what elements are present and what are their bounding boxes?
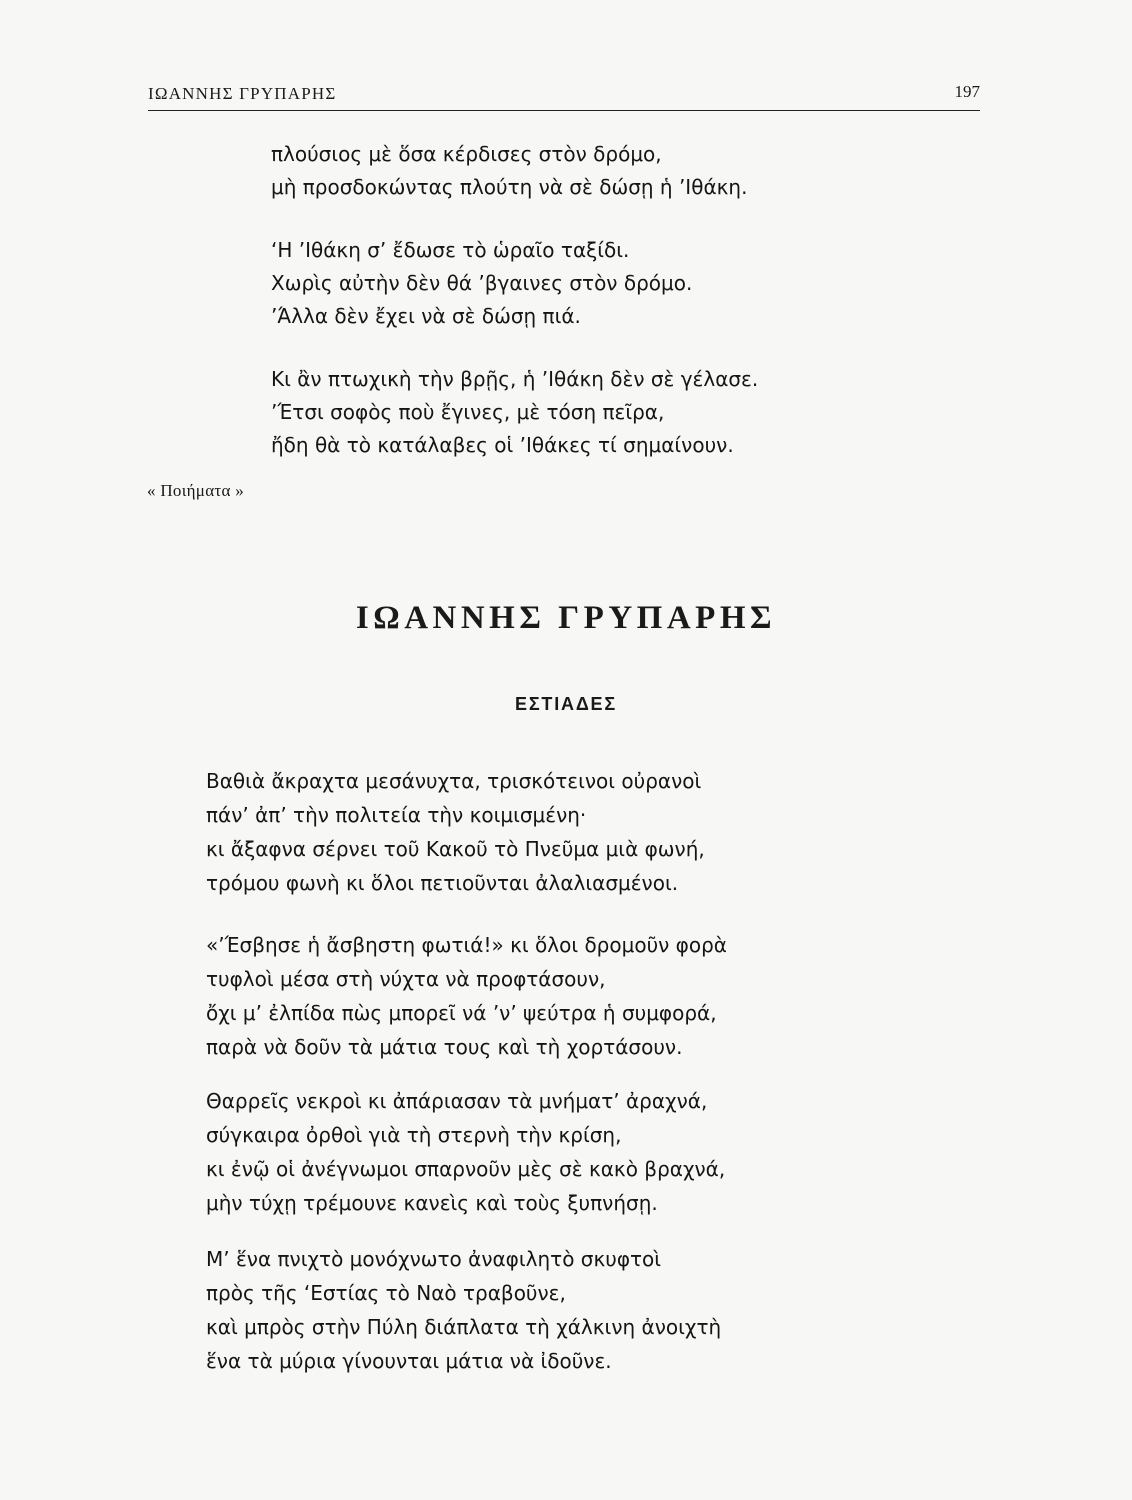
source-citation: « Ποιήματα » <box>147 481 245 500</box>
poem-line: ἤδη θὰ τὸ κατάλαβες οἱ ’Ιθάκες τί σημαίνουν. <box>271 433 734 457</box>
author-heading: ΙΩΑΝΝΗΣ ΓΡΥΠΑΡΗΣ <box>355 600 777 636</box>
poem-line: πάν’ ἀπ’ τὴν πολιτεία τὴν κοιμισμένη· <box>206 803 587 827</box>
poem-line: Βαθιὰ ἄκραχτα μεσάνυχτα, τρισκότεινοι οὐρανοὶ <box>206 769 702 793</box>
poem-line: Χωρὶς αὐτὴν δὲν θά ’βγαινες στὸν δρόμο. <box>271 271 693 295</box>
poem-line: ’Έτσι σοφὸς ποὺ ἔγινες, μὲ τόση πεῖρα, <box>271 400 665 424</box>
poem-line: καὶ μπρὸς στὴν Πύλη διάπλατα τὴ χάλκινη ἀνοιχτὴ <box>206 1315 722 1339</box>
poem-stanza <box>206 928 727 1064</box>
poem-line: κι ἐνῷ οἱ ἀνέγνωμοι σπαρνοῦν μὲς σὲ κακὸ βραχνά, <box>206 1157 726 1181</box>
poem-title: ΕΣΤΙΑΔΕΣ <box>515 694 617 714</box>
poem-line: ὄχι μ’ ἐλπίδα πὼς μπορεῖ νά ’ν’ ψεύτρα ἡ συμφορά, <box>206 1001 717 1025</box>
poem-line: σύγκαιρα ὀρθοὶ γιὰ τὴ στερνὴ τὴν κρίση, <box>206 1123 622 1147</box>
previous-poem-stanza <box>271 363 758 462</box>
poem-line: ἕνα τὰ μύρια γίνουνται μάτια νὰ ἰδοῦνε. <box>206 1349 612 1373</box>
poem-stanza <box>206 764 705 900</box>
poem-line: Μ’ ἕνα πνιχτὸ μονόχνωτο ἀναφιλητὸ σκυφτοὶ <box>206 1247 662 1271</box>
running-title: ΙΩΑΝΝΗΣ ΓΡΥΠΑΡΗΣ <box>148 84 337 103</box>
poem-line: πλούσιος μὲ ὅσα κέρδισες στὸν δρόμο, <box>271 142 662 166</box>
poem-line: τυφλοὶ μέσα στὴ νύχτα νὰ προφτάσουν, <box>206 967 606 991</box>
poem-line: ‘Η ’Ιθάκη σ’ ἔδωσε τὸ ὡραῖο ταξίδι. <box>271 238 630 262</box>
poem-line: παρὰ νὰ δοῦν τὰ μάτια τους καὶ τὴ χορτάσουν. <box>206 1035 683 1059</box>
poem-line: ’Άλλα δὲν ἔχει νὰ σὲ δώσῃ πιά. <box>271 304 581 328</box>
previous-poem-stanza <box>271 234 692 333</box>
poem-line: πρὸς τῆς ‘Εστίας τὸ Ναὸ τραβοῦνε, <box>206 1281 566 1305</box>
poem-line: Κι ἂν πτωχικὴ τὴν βρῇς, ἡ ’Ιθάκη δὲν σὲ γέλασε. <box>271 367 759 391</box>
poem-line: μὴν τύχῃ τρέμουνε κανεὶς καὶ τοὺς ξυπνήσῃ. <box>206 1191 658 1215</box>
poem-line: κι ἄξαφνα σέρνει τοῦ Κακοῦ τὸ Πνεῦμα μιὰ φωνή, <box>206 837 705 861</box>
poem-line: «’Έσβησε ἡ ἄσβηστη φωτιά!» κι ὅλοι δρομοῦν φορὰ <box>206 933 727 957</box>
poem-stanza <box>206 1084 725 1220</box>
previous-poem-stanza <box>271 138 747 204</box>
poem-line: μὴ προσδοκώντας πλούτη νὰ σὲ δώσῃ ἡ ’Ιθάκη. <box>271 175 748 199</box>
poem-line: Θαρρεῖς νεκροὶ κι ἀπάριασαν τὰ μνήματ’ ἀραχνά, <box>206 1089 708 1113</box>
running-header <box>148 80 980 111</box>
poem-stanza <box>206 1242 721 1378</box>
poem-line: τρόμου φωνὴ κι ὅλοι πετιοῦνται ἀλαλιασμένοι. <box>206 871 679 895</box>
page-number: 197 <box>954 82 980 101</box>
